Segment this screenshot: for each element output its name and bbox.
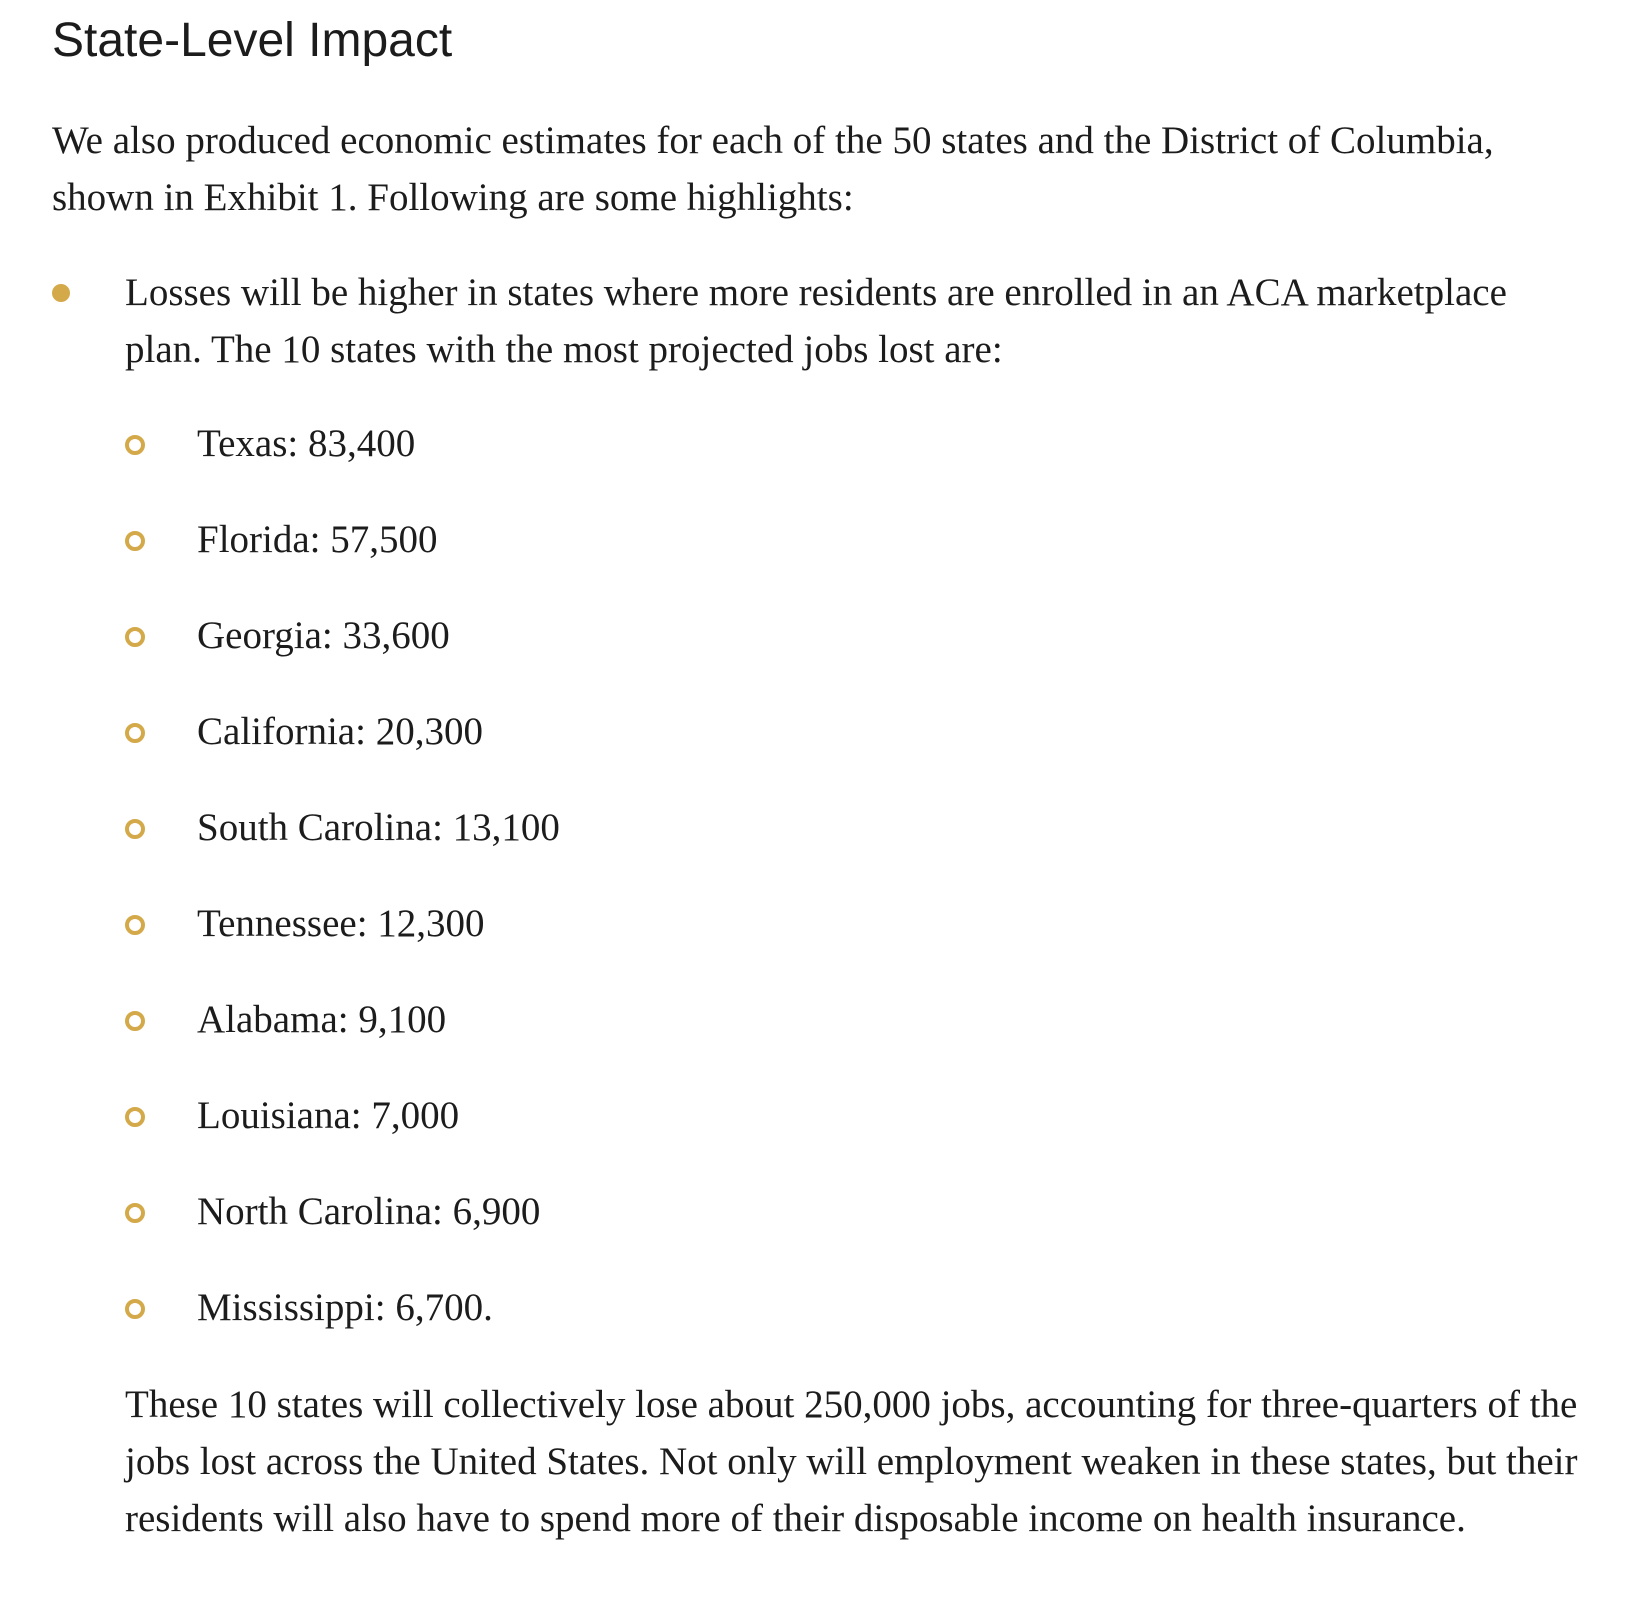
hollow-bullet-icon	[125, 819, 145, 839]
hollow-bullet-icon	[125, 723, 145, 743]
list-item-label: Texas: 83,400	[197, 422, 416, 465]
hollow-bullet-icon	[125, 627, 145, 647]
section-heading: State-Level Impact	[52, 14, 453, 67]
intro-paragraph: We also produced economic estimates for each of the 50 states and the District of Columbia, shown in Exhibit 1. Following are some highlights:	[52, 119, 1494, 219]
closing-paragraph: These 10 states will collectively lose about 250,000 jobs, accounting for three-quarters of the jobs lost across the United States. Not only will employment weaken in these states, but their residents will also have to spend more of their disposable income on health insurance.	[125, 1383, 1578, 1540]
list-item-label: Mississippi: 6,700.	[197, 1286, 493, 1329]
hollow-bullet-icon	[125, 1011, 145, 1031]
list-item-label: Florida: 57,500	[197, 518, 438, 561]
hollow-bullet-icon	[125, 1107, 145, 1127]
hollow-bullet-icon	[125, 1299, 145, 1319]
bullet-text: Losses will be higher in states where more residents are enrolled in an ACA marketplace plan. The 10 states with the most projected jobs lost are:	[125, 271, 1507, 371]
filled-bullet-icon	[52, 284, 70, 302]
hollow-bullet-icon	[125, 531, 145, 551]
list-item-label: California: 20,300	[197, 710, 483, 753]
list-item-label: South Carolina: 13,100	[197, 806, 560, 849]
list-item-label: Alabama: 9,100	[197, 998, 447, 1041]
list-item-label: North Carolina: 6,900	[197, 1190, 541, 1233]
hollow-bullet-icon	[125, 435, 145, 455]
list-item-label: Georgia: 33,600	[197, 614, 450, 657]
hollow-bullet-icon	[125, 1203, 145, 1223]
hollow-bullet-icon	[125, 915, 145, 935]
list-item-label: Tennessee: 12,300	[197, 902, 485, 945]
list-item-label: Louisiana: 7,000	[197, 1094, 460, 1137]
